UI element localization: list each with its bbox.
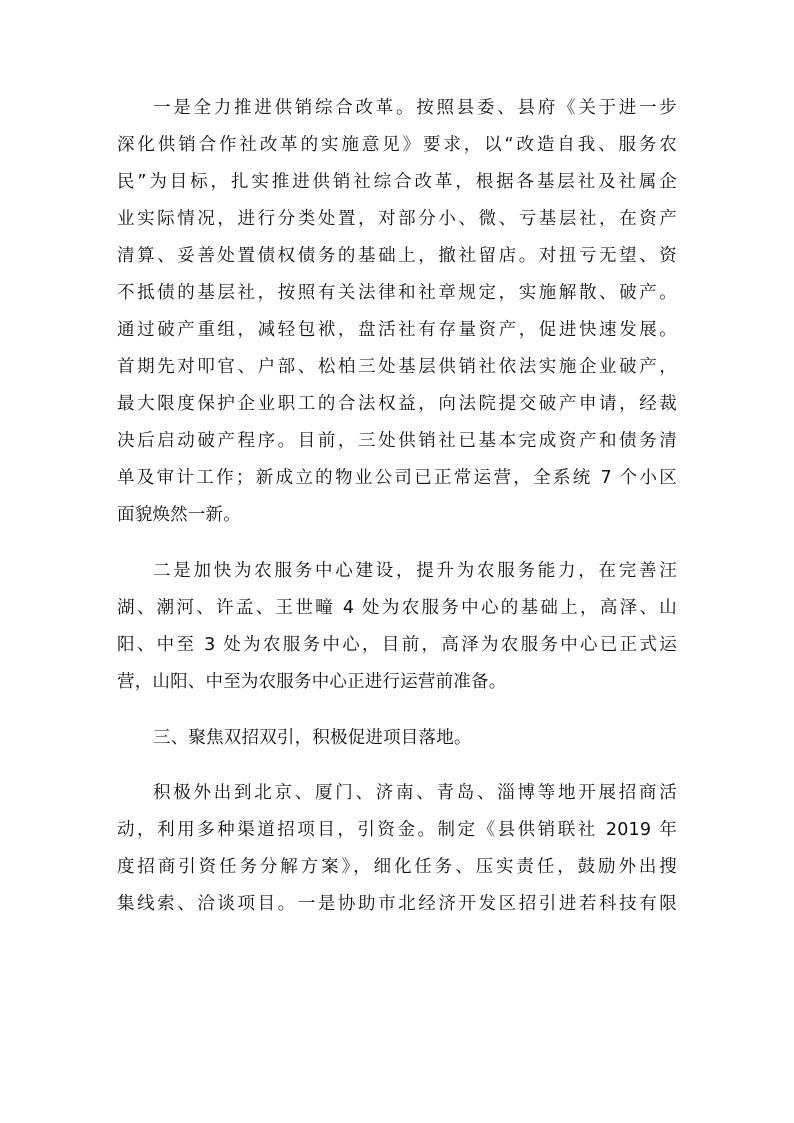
- text-line: 清算、妥善处置债权债务的基础上，撤社留店。对扭亏无望、资: [117, 246, 677, 266]
- text-line: 深化供销合作社改革的实施意见》要求，以“改造自我、服务农: [117, 135, 677, 155]
- paragraph-spacer: [117, 757, 677, 775]
- text-line: 动，利用多种渠道招项目，引资金。制定《县供销联社 2019 年: [117, 820, 677, 840]
- paragraph-investment-activities: [117, 775, 677, 923]
- text-line: 湖、潮河、许孟、王世疃 4 处为农服务中心的基础上，高泽、山: [117, 598, 677, 618]
- text-line: 单及审计工作；新成立的物业公司已正常运营，全系统 7 个小区: [117, 468, 677, 488]
- paragraph-spacer: [117, 534, 677, 553]
- text-line: 决后启动破产程序。目前，三处供销社已基本完成资产和债务清: [117, 431, 677, 451]
- document-page: [117, 90, 677, 923]
- text-line: 面貌焕然一新。: [117, 505, 241, 525]
- text-line: 通过破产重组，减轻包袱，盘活社有存量资产，促进快速发展。: [117, 320, 677, 340]
- paragraph-supply-reform: [117, 90, 677, 534]
- text-line: 民”为目标，扎实推进供销社综合改革，根据各基层社及社属企: [117, 172, 677, 192]
- paragraph-spacer: [117, 701, 677, 720]
- text-line: 一是全力推进供销综合改革。按照县委、县府《关于进一步: [153, 98, 677, 118]
- text-line: 营，山阳、中至为农服务中心正进行运营前准备。: [117, 672, 507, 692]
- text-line: 阳、中至 3 处为农服务中心，目前，高泽为农服务中心已正式运: [117, 635, 677, 655]
- text-line: 业实际情况，进行分类处置，对部分小、微、亏基层社，在资产: [117, 209, 677, 229]
- section-heading: 三、聚焦双招双引，积极促进项目落地。: [153, 728, 472, 748]
- text-line: 积极外出到北京、厦门、济南、青岛、淄博等地开展招商活: [153, 783, 677, 803]
- text-line: 最大限度保护企业职工的合法权益，向法院提交破产申请，经裁: [117, 394, 677, 414]
- text-line: 不抵债的基层社，按照有关法律和社章规定，实施解散、破产。: [117, 283, 677, 303]
- paragraph-service-centers: [117, 553, 677, 701]
- text-line: 度招商引资任务分解方案》，细化任务、压实责任，鼓励外出搜: [117, 857, 677, 877]
- text-line: 首期先对叩官、户部、松柏三处基层供销社依法实施企业破产，: [117, 357, 677, 377]
- text-line: 二是加快为农服务中心建设，提升为农服务能力，在完善汪: [153, 561, 677, 581]
- section-heading-investment: [117, 720, 677, 757]
- text-line: 集线索、洽谈项目。一是协助市北经济开发区招引进若科技有限: [117, 894, 677, 914]
